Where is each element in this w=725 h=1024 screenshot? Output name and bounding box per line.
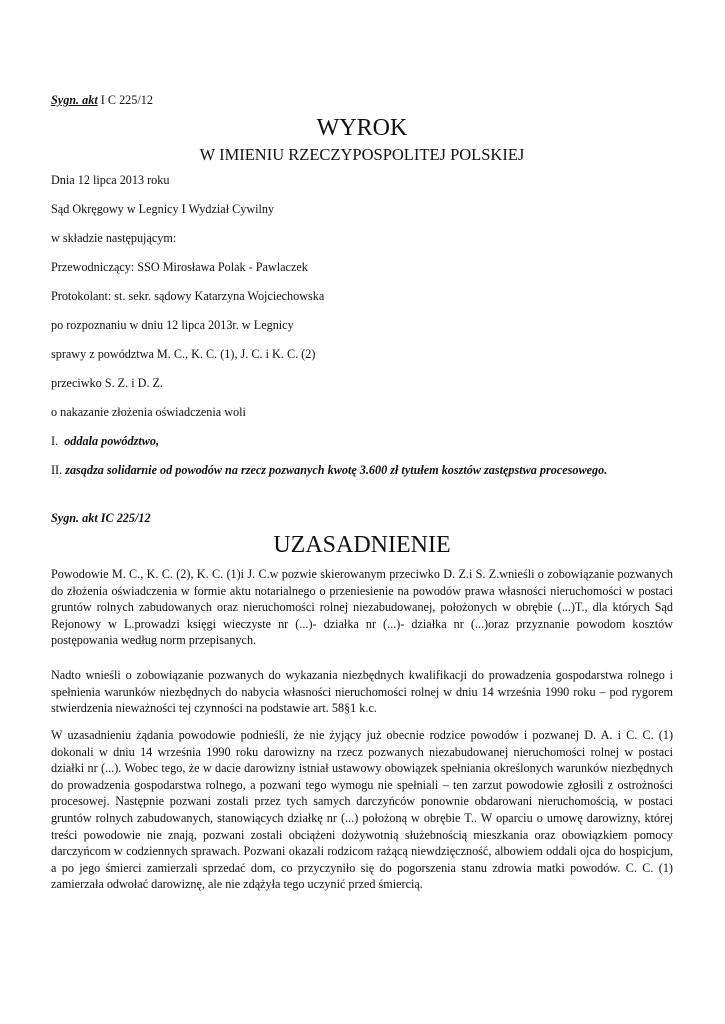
document-title: WYROK: [316, 115, 408, 141]
second-case-signature: Sygn. akt IC 225/12: [51, 511, 151, 525]
court-name: Sąd Okręgowy w Legnicy I Wydział Cywilny: [51, 202, 275, 216]
ruling-number: I.: [51, 434, 59, 448]
composition-intro: w składzie następującym:: [51, 231, 177, 245]
case-signature-header: [51, 92, 153, 108]
justification-paragraph: Nadto wnieśli o zobowiązanie pozwanych do wykazania niezbędnych kwalifikacji do prowadzenia gospodarstwa rolnego i spełnienia warunków niezbędnych do nabycia własności nieruchomości rolnej w dniu 14 września 1990 roku – pod rygorem stwierdzenia nieważności tej czynności na podstawie art. 58§1 k.c.: [51, 668, 673, 716]
ruling-item: [51, 433, 159, 449]
hearing-info: po rozpoznaniu w dniu 12 lipca 2013r. w Legnicy: [51, 318, 294, 332]
judgment-date: Dnia 12 lipca 2013 roku: [51, 173, 170, 187]
case-subject: o nakazanie złożenia oświadczenia woli: [51, 405, 246, 419]
ruling-text: oddala powództwo,: [64, 434, 160, 448]
justification-title: UZASADNIENIE: [273, 532, 451, 558]
presiding-judge: Przewodniczący: SSO Mirosława Polak - Pawlaczek: [51, 260, 308, 274]
case-signature-label: Sygn. akt: [51, 93, 98, 107]
defendants: przeciwko S. Z. i D. Z.: [51, 376, 164, 390]
ruling-text: zasądza solidarnie od powodów na rzecz pozwanych kwotę 3.600 zł tytułem kosztów zastępstwa procesowego.: [65, 463, 608, 477]
case-signature-number: I C 225/12: [100, 93, 153, 107]
document-subtitle: W IMIENIU RZECZYPOSPOLITEJ POLSKIEJ: [199, 145, 525, 164]
ruling-item: [51, 462, 673, 479]
ruling-number: II.: [51, 463, 63, 477]
court-clerk: Protokolant: st. sekr. sądowy Katarzyna Wojciechowska: [51, 289, 325, 303]
plaintiffs: sprawy z powództwa M. C., K. C. (1), J. C. i K. C. (2): [51, 347, 316, 361]
justification-paragraph: W uzasadnieniu żądania powodowie podnieśli, że nie żyjący już obecnie rodzice powodów i pozwanej D. A. i C. C. (1) dokonali w dniu 14 września 1990 roku darowizny na rzecz pozwanych niezabudowanej nieruchomości rolnej w postaci działki nr (...). Wobec tego, że w dacie darowizny istniał ustawowy obowiązek spełniania określonych warunków niezbędnych do prowadzenia gospodarstwa rolnego, a pozwani tego wymogu nie spełniali – ten zarzut powodowie zgłosili z ostrożności procesowej. Następnie pozwani zostali przez tych samych darczyńców ponownie obdarowani nieruchomością, w postaci gruntów rolnych zabudowanych, stanowiących działkę nr (...) położoną w obrębie T.. W oparciu o umowę darowizny, której treści powodowie nie znają, pozwani zostali obciążeni dożywotnią służebnością mieszkania oraz obowiązkiem pomocy darczyńcom w codziennych sprawach. Pozwani okazali rodzicom rażącą niewdzięczność, albowiem oddali ojca do hospicjum, a po jego śmierci zamierzali sprzedać dom, co przyczyniło się do pogorszenia stanu zdrowia matki powodów. C. C. (1) zamierzała odwołać darowiznę, ale nie zdążyła tego uczynić przed śmiercią.: [51, 728, 673, 892]
justification-paragraph: Powodowie M. C., K. C. (2), K. C. (1)i J. C.w pozwie skierowanym przeciwko D. Z.i S. Z.wnieśli o zobowiązanie pozwanych do złożenia oświadczenia w formie aktu notarialnego o przeniesienie na powodów prawa własności nieruchomości w postaci gruntów rolnych zabudowanych oraz nieruchomości rolnej niezabudowanej, położonych w obrębie (...)T., dla których Sąd Rejonowy w L.prowadzi księgi wieczyste nr (...)- działka nr (...)- działka nr (...)oraz przyznanie powodom kosztów postępowania według norm przepisanych.: [51, 567, 673, 648]
